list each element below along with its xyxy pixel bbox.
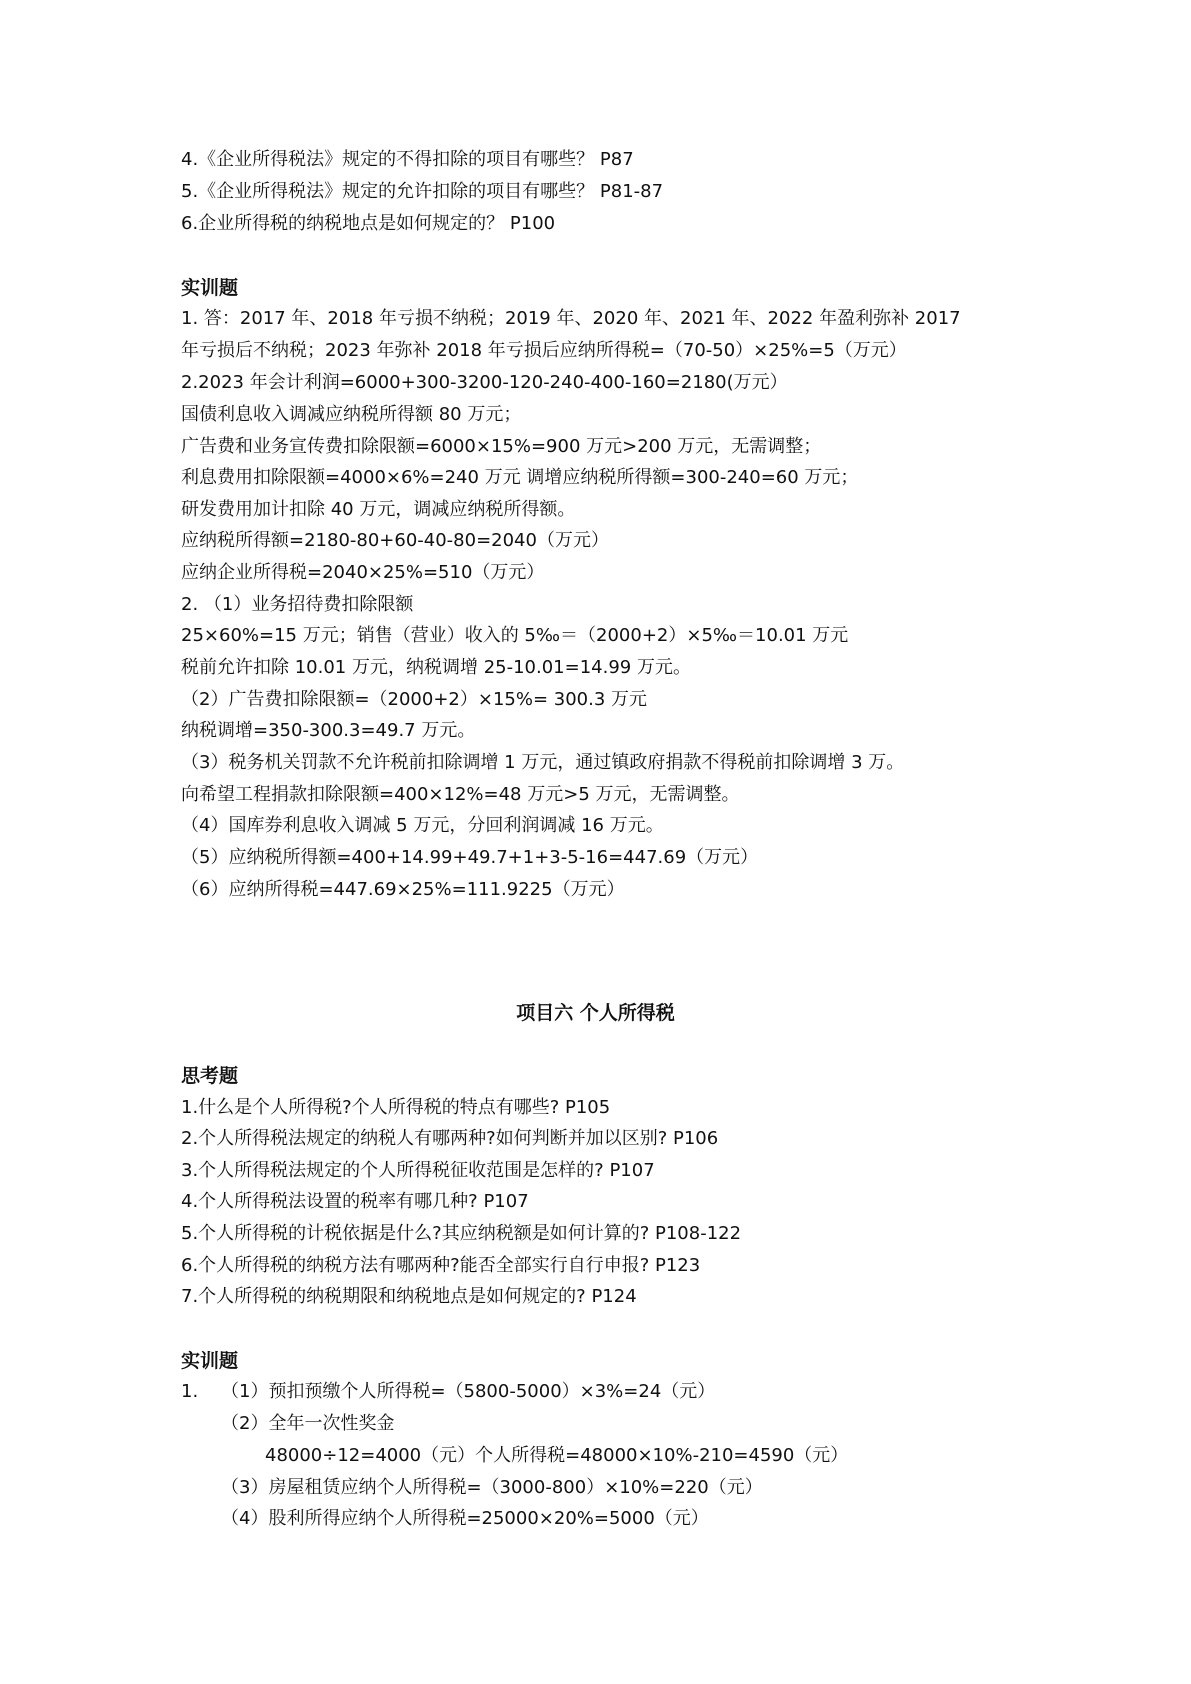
practice-line: （4）股利所得应纳个人所得税=25000×20%=5000（元） (221, 1508, 709, 1529)
practice-line: 1. 答：2017 年、2018 年亏损不纳税；2019 年、2020 年、2021 年、2022 年盈利弥补 2017 (181, 308, 961, 329)
practice-line: （4）国库券利息收入调减 5 万元，分回利润调减 16 万元。 (181, 815, 664, 836)
practice-line: 纳税调增=350-300.3=49.7 万元。 (181, 720, 476, 741)
practice-heading-2: 实训题 (181, 1350, 239, 1372)
thinking-question: 4.个人所得税法设置的税率有哪几种? P107 (181, 1191, 529, 1212)
question-4: 4.《企业所得税法》规定的不得扣除的项目有哪些？ P87 (181, 149, 634, 170)
thinking-heading: 思考题 (181, 1065, 239, 1087)
thinking-question: 1.什么是个人所得税?个人所得税的特点有哪些? P105 (181, 1097, 611, 1118)
practice-line: 研发费用加计扣除 40 万元，调减应纳税所得额。 (181, 499, 576, 520)
practice-line: 利息费用扣除限额=4000×6%=240 万元 调增应纳税所得额=300-240=60 万元； (181, 467, 859, 488)
practice-line: （6）应纳所得税=447.69×25%=111.9225（万元） (181, 879, 625, 900)
practice-line: 向希望工程捐款扣除限额=400×12%=48 万元>5 万元，无需调整。 (181, 784, 740, 805)
practice-line: （1）预扣预缴个人所得税=（5800-5000）×3%=24（元） (221, 1381, 716, 1402)
thinking-question: 7.个人所得税的纳税期限和纳税地点是如何规定的? P124 (181, 1286, 637, 1307)
thinking-question: 2.个人所得税法规定的纳税人有哪两种?如何判断并加以区别? P106 (181, 1128, 719, 1149)
question-5: 5.《企业所得税法》规定的允许扣除的项目有哪些？ P81-87 (181, 181, 664, 202)
practice-number: 1. (181, 1381, 199, 1402)
practice-line: 税前允许扣除 10.01 万元，纳税调增 25-10.01=14.99 万元。 (181, 657, 691, 678)
thinking-question: 5.个人所得税的计税依据是什么?其应纳税额是如何计算的? P108-122 (181, 1223, 742, 1244)
practice-heading-1: 实训题 (181, 277, 239, 299)
question-6: 6.企业所得税的纳税地点是如何规定的？ P100 (181, 213, 556, 234)
section-title: 项目六 个人所得税 (516, 1002, 675, 1024)
practice-line: 应纳税所得额=2180-80+60-40-80=2040（万元） (181, 530, 609, 551)
practice-line: （2）广告费扣除限额=（2000+2）×15%= 300.3 万元 (181, 689, 648, 710)
practice-line: （3）税务机关罚款不允许税前扣除调增 1 万元，通过镇政府捐款不得税前扣除调增 3 万。 (181, 752, 905, 773)
practice-line: 25×60%=15 万元；销售（营业）收入的 5‰＝（2000+2）×5‰＝10.01 万元 (181, 625, 849, 646)
practice-line: 应纳企业所得税=2040×25%=510（万元） (181, 562, 545, 583)
practice-line: （5）应纳税所得额=400+14.99+49.7+1+3-5-16=447.69（万元） (181, 847, 759, 868)
practice-line: 48000÷12=4000（元）个人所得税=48000×10%-210=4590（元） (265, 1445, 849, 1466)
practice-line: （2）全年一次性奖金 (221, 1413, 395, 1434)
practice-line: 2. （1）业务招待费扣除限额 (181, 594, 414, 615)
practice-line: 年亏损后不纳税；2023 年弥补 2018 年亏损后应纳所得税=（70-50）×25%=5（万元） (181, 340, 907, 361)
practice-line: 2.2023 年会计利润=6000+300-3200-120-240-400-160=2180(万元） (181, 372, 788, 393)
thinking-question: 3.个人所得税法规定的个人所得税征收范围是怎样的? P107 (181, 1160, 655, 1181)
thinking-question: 6.个人所得税的纳税方法有哪两种?能否全部实行自行申报? P123 (181, 1255, 701, 1276)
practice-line: 广告费和业务宣传费扣除限额=6000×15%=900 万元>200 万元，无需调整； (181, 436, 822, 457)
practice-line: 国债利息收入调减应纳税所得额 80 万元； (181, 404, 522, 425)
practice-line: （3）房屋租赁应纳个人所得税=（3000-800）×10%=220（元） (221, 1477, 763, 1498)
